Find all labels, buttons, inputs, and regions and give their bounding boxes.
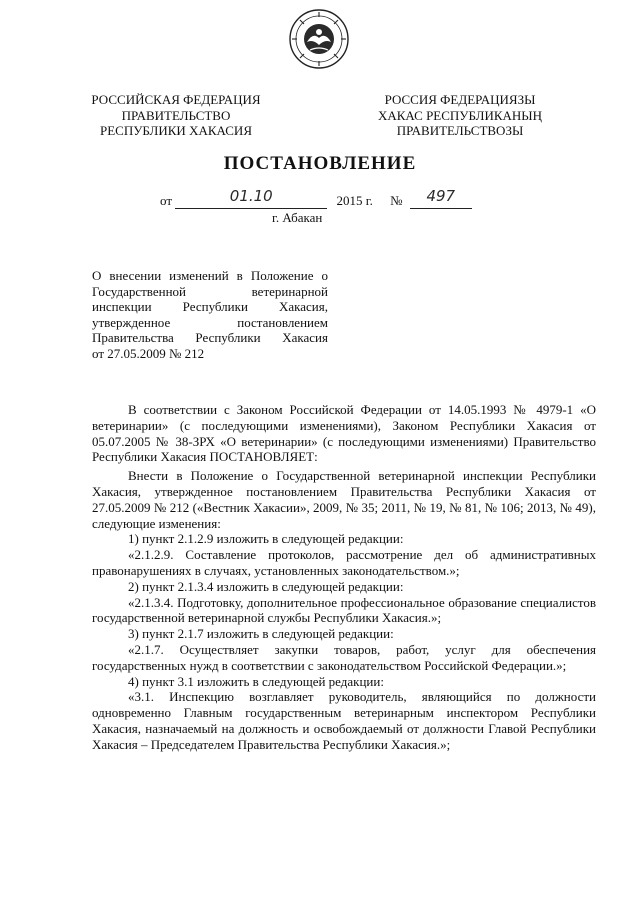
subject-block [92, 268, 328, 362]
handwritten-number: 497 [426, 187, 456, 205]
coat-of-arms-emblem [288, 8, 350, 70]
header-right-block [362, 92, 558, 139]
document-title: ПОСТАНОВЛЕНИЕ [223, 153, 417, 174]
number-sign: № [390, 193, 403, 208]
subject-line: инспекции Республики Хакасия, [92, 299, 328, 315]
header-left-line: ПРАВИТЕЛЬСТВО [121, 107, 231, 123]
body-paragraph: «2.1.7. Осуществляет закупки товаров, работ, услуг для обеспечения государственных нужд в соответствии с законодательством Российской Федерации.»; [92, 641, 596, 673]
date-field [175, 187, 327, 209]
body-paragraph: «2.1.3.4. Подготовку, дополнительное профессиональное образование специалистов государственной ветеринарной службы Республики Хакасия.»; [92, 594, 596, 626]
header-right-line: РОССИЯ ФЕДЕРАЦИЯЗЫ [384, 92, 536, 107]
subject-line: утвержденное постановлением [92, 314, 328, 330]
body-paragraph: Внести в Положение о Государственной ветеринарной инспекции Республики Хакасия, утвержденное постановлением Правительства Республики Хакасия от 27.05.2009 № 212 («Вестник Хакасии», 2009, № 35; 2011, № 19, № 81, № 106; 2013, № 49), следующие изменения: [92, 468, 596, 531]
date-prefix: от [160, 193, 173, 208]
body-paragraph: «3.1. Инспекцию возглавляет руководитель, являющийся по должности одновременно Главным государственным ветеринарным инспектором Республики Хакасия, назначаемый на должность и освобождаемый от должности Главой Республики Хакасия – Председателем Правительства Республики Хакасия.»; [92, 689, 596, 752]
header-right-line: ПРАВИТЕЛЬСТВОЗЫ [396, 123, 524, 138]
handwritten-date: 01.10 [229, 187, 273, 205]
subject-line: Государственной ветеринарной [92, 283, 328, 299]
header-left-block [78, 92, 274, 139]
header-right-line: ХАКАС РЕСПУБЛИКАНЫҢ [377, 107, 543, 123]
body-paragraph: 2) пункт 2.1.3.4 изложить в следующей редакции: [128, 578, 404, 594]
city-name: г. Абакан [272, 210, 323, 225]
date-number-line [160, 187, 472, 212]
number-field [410, 187, 472, 209]
body-paragraph: 4) пункт 3.1 изложить в следующей редакции: [128, 673, 384, 689]
document-body [92, 402, 596, 753]
header-left-line: РЕСПУБЛИКИ ХАКАСИЯ [99, 123, 252, 138]
subject-line: О внесении изменений в Положение о [92, 268, 328, 283]
body-paragraph: В соответствии с Законом Российской Федерации от 14.05.1993 № 4979-1 «О ветеринарии» (с последующими изменениями), Законом Республики Хакасия от 05.07.2005 № 38-ЗРХ «О ветеринарии» (с последующими изменениями) Правительство Республики Хакасия ПОСТАНОВЛЯЕТ: [92, 402, 596, 465]
subject-line: от 27.05.2009 № 212 [92, 345, 205, 361]
header-left-line: РОССИЙСКАЯ ФЕДЕРАЦИЯ [91, 92, 261, 107]
body-paragraph: 3) пункт 2.1.7 изложить в следующей редакции: [128, 626, 394, 642]
body-paragraph: 1) пункт 2.1.2.9 изложить в следующей редакции: [128, 531, 404, 547]
body-paragraph: «2.1.2.9. Составление протоколов, рассмотрение дел об административных правонарушениях в случаях, установленных законодательством.»; [92, 547, 596, 578]
year-text: 2015 г. [336, 193, 373, 208]
subject-line: Правительства Республики Хакасия [92, 330, 328, 346]
